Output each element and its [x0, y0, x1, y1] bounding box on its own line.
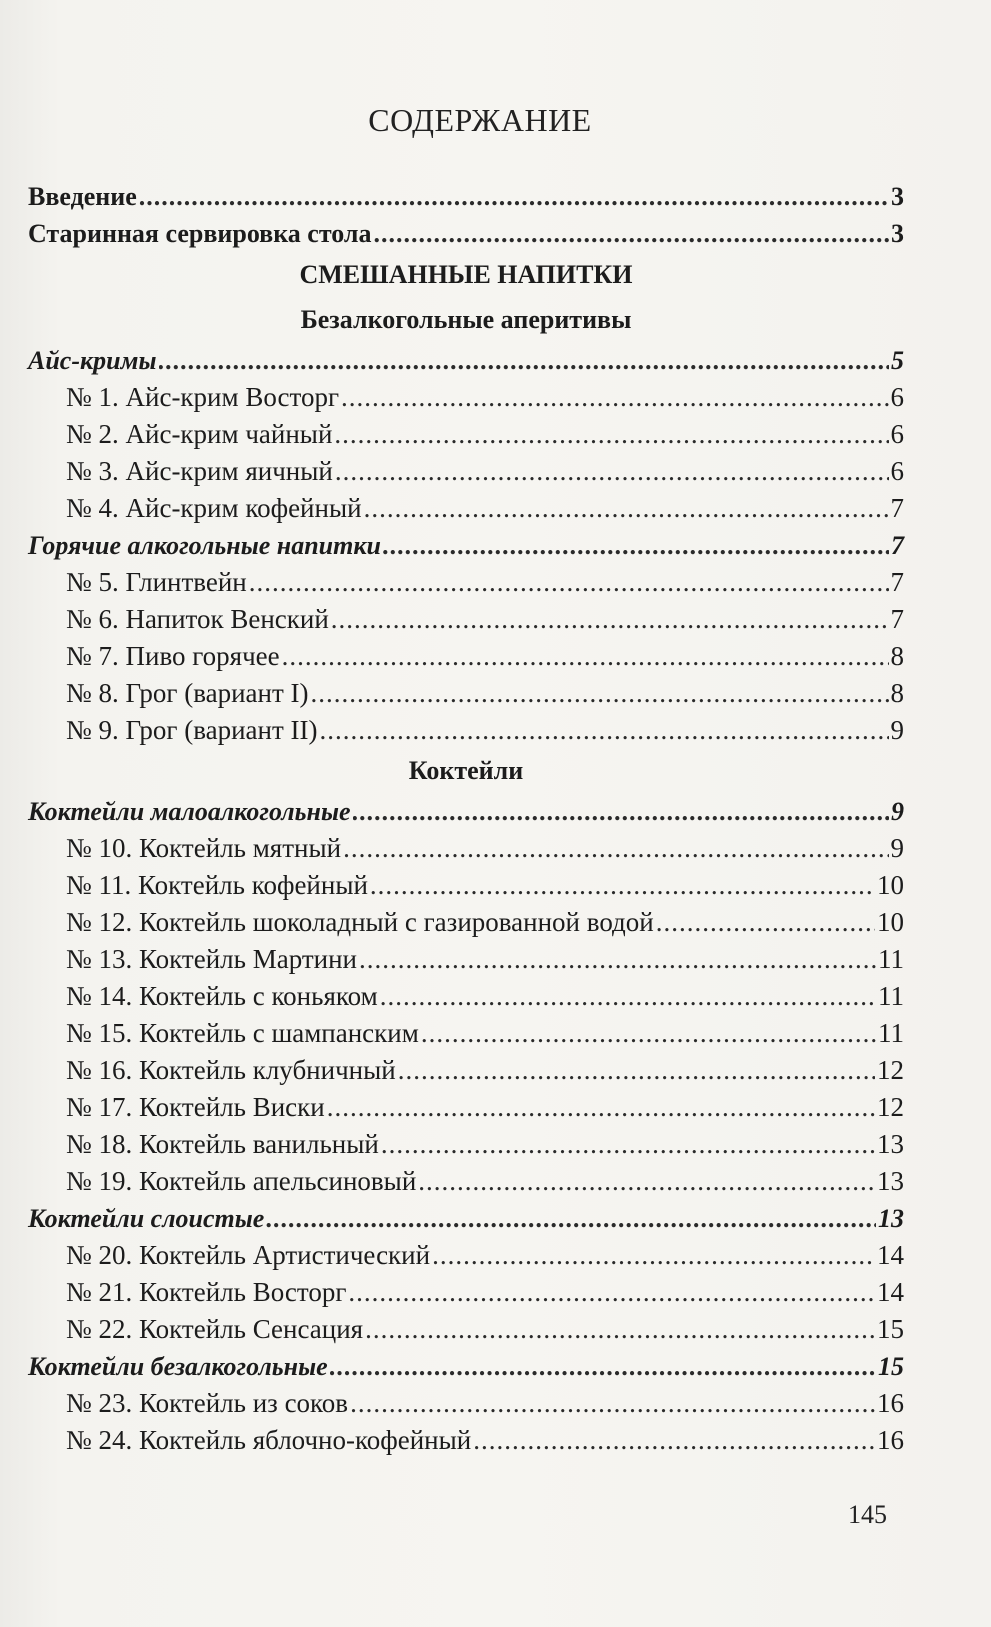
- dot-leader: [311, 675, 889, 712]
- toc-entry-page: 5: [891, 346, 904, 375]
- toc-entry-page: 16: [877, 1425, 904, 1455]
- dot-leader: [139, 178, 889, 215]
- dot-leader: [421, 1015, 876, 1052]
- dot-leader: [350, 1385, 875, 1422]
- toc-entry-page: 15: [877, 1314, 904, 1344]
- toc-section-entry: [28, 1348, 904, 1385]
- toc-entry-label: № 8. Грог (вариант I): [66, 678, 309, 708]
- dot-leader: [374, 215, 889, 252]
- toc-section-entry: [28, 1200, 904, 1237]
- toc-entry-label: № 9. Грог (вариант II): [66, 715, 318, 745]
- toc-entry-label: № 4. Айс-крим кофейный: [66, 493, 362, 523]
- dot-leader: [159, 342, 890, 379]
- dot-leader: [364, 490, 889, 527]
- toc-entry: [28, 453, 904, 490]
- dot-leader: [330, 1348, 876, 1385]
- toc-entry-page: 12: [877, 1092, 904, 1122]
- toc-entry-page: 7: [891, 531, 904, 560]
- dot-leader: [334, 416, 888, 453]
- toc-section-entry: [28, 215, 904, 252]
- toc-entry: [28, 490, 904, 527]
- toc-entry-label: № 24. Коктейль яблочно-кофейный: [66, 1425, 472, 1455]
- toc-entry-page: 6: [890, 382, 904, 412]
- toc-entry-label: Коктейли слоистые: [28, 1204, 265, 1233]
- toc-entry-page: 12: [877, 1055, 904, 1085]
- dot-leader: [348, 1274, 875, 1311]
- toc-entry-label: № 5. Глинтвейн: [66, 567, 247, 597]
- toc-entry: [28, 675, 904, 712]
- toc-entry-page: 8: [890, 641, 904, 671]
- toc-entry-label: № 3. Айс-крим яичный: [66, 456, 333, 486]
- toc-entry-label: № 6. Напиток Венский: [66, 604, 329, 634]
- dot-leader: [418, 1163, 875, 1200]
- toc-entry-label: № 10. Коктейль мятный: [66, 833, 342, 863]
- toc-entry: [28, 1385, 904, 1422]
- toc-entry-page: 9: [890, 833, 904, 863]
- table-of-contents: [28, 178, 904, 1459]
- toc-entry-page: 3: [891, 219, 904, 248]
- toc-entry-page: 13: [878, 1204, 904, 1233]
- dot-leader: [473, 1422, 875, 1459]
- toc-entry-label: № 14. Коктейль с коньяком: [66, 981, 378, 1011]
- dot-leader: [282, 638, 889, 675]
- toc-section-entry: [28, 342, 904, 379]
- toc-entry-page: 9: [891, 797, 904, 826]
- toc-entry: [28, 1274, 904, 1311]
- toc-entry-page: 7: [890, 567, 904, 597]
- toc-entry: [28, 904, 904, 941]
- toc-entry-label: № 2. Айс-крим чайный: [66, 419, 333, 449]
- dot-leader: [380, 978, 876, 1015]
- toc-entry: [28, 1422, 904, 1459]
- toc-entry: [28, 638, 904, 675]
- toc-entry: [28, 1163, 904, 1200]
- toc-entry: [28, 712, 904, 749]
- dot-leader: [359, 941, 876, 978]
- dot-leader: [353, 793, 889, 830]
- toc-entry-label: № 21. Коктейль Восторг: [66, 1277, 347, 1307]
- toc-entry-page: 13: [877, 1166, 904, 1196]
- toc-entry: [28, 1311, 904, 1348]
- toc-entry: [28, 941, 904, 978]
- toc-entry-label: № 18. Коктейль ванильный: [66, 1129, 379, 1159]
- toc-entry-page: 9: [890, 715, 904, 745]
- toc-entry-page: 15: [878, 1352, 904, 1381]
- toc-entry-page: 13: [877, 1129, 904, 1159]
- dot-leader: [266, 1200, 876, 1237]
- section-heading: СМЕШАННЫЕ НАПИТКИ: [299, 260, 633, 289]
- toc-entry-label: № 11. Коктейль кофейный: [66, 870, 368, 900]
- toc-entry: [28, 1126, 904, 1163]
- dot-leader: [249, 564, 889, 601]
- page-number: 145: [848, 1500, 887, 1529]
- toc-entry: [28, 379, 904, 416]
- toc-entry-label: № 20. Коктейль Артистический: [66, 1240, 431, 1270]
- dot-leader: [383, 527, 889, 564]
- dot-leader: [327, 1089, 875, 1126]
- dot-leader: [331, 601, 889, 638]
- toc-entry-page: 11: [878, 981, 904, 1011]
- toc-entry-label: Введение: [28, 182, 137, 211]
- page-title: СОДЕРЖАНИЕ: [368, 102, 592, 138]
- toc-entry-label: № 1. Айс-крим Восторг: [66, 382, 340, 412]
- dot-leader: [365, 1311, 875, 1348]
- toc-entry-page: 14: [877, 1240, 904, 1270]
- toc-entry-label: № 22. Коктейль Сенсация: [66, 1314, 364, 1344]
- toc-entry: [28, 978, 904, 1015]
- dot-leader: [432, 1237, 875, 1274]
- toc-entry-label: № 17. Коктейль Виски: [66, 1092, 325, 1122]
- toc-entry-label: Старинная сервировка стола: [28, 219, 372, 248]
- toc-entry-label: № 16. Коктейль клубничный: [66, 1055, 396, 1085]
- toc-entry: [28, 1015, 904, 1052]
- toc-entry-page: 10: [877, 907, 904, 937]
- dot-leader: [320, 712, 889, 749]
- toc-entry-label: № 15. Коктейль с шампанским: [66, 1018, 419, 1048]
- toc-entry-page: 10: [877, 870, 904, 900]
- toc-entry-page: 8: [890, 678, 904, 708]
- toc-entry-label: Айс-кримы: [28, 346, 157, 375]
- dot-leader: [381, 1126, 875, 1163]
- toc-entry-page: 7: [890, 604, 904, 634]
- toc-entry: [28, 830, 904, 867]
- toc-entry: [28, 601, 904, 638]
- toc-entry-label: № 7. Пиво горячее: [66, 641, 280, 671]
- section-subheading: Безалкогольные аперитивы: [300, 305, 632, 334]
- toc-entry: [28, 1089, 904, 1126]
- dot-leader: [335, 453, 889, 490]
- toc-entry-page: 14: [877, 1277, 904, 1307]
- toc-entry-label: № 12. Коктейль шоколадный с газированной водой: [66, 907, 654, 937]
- toc-entry-page: 16: [877, 1388, 904, 1418]
- dot-leader: [343, 830, 888, 867]
- dot-leader: [398, 1052, 875, 1089]
- section-subheading: Коктейли: [408, 756, 524, 785]
- toc-entry-label: № 13. Коктейль Мартини: [66, 944, 357, 974]
- toc-section-entry: [28, 793, 904, 830]
- toc-entry-page: 6: [890, 419, 904, 449]
- toc-entry-page: 3: [891, 182, 904, 211]
- toc-entry: [28, 416, 904, 453]
- dot-leader: [370, 867, 875, 904]
- toc-entry-page: 7: [890, 493, 904, 523]
- toc-entry-label: Горячие алкогольные напитки: [28, 531, 381, 560]
- toc-entry: [28, 564, 904, 601]
- dot-leader: [341, 379, 888, 416]
- toc-entry-page: 11: [878, 1018, 904, 1048]
- toc-entry: [28, 1237, 904, 1274]
- toc-section-entry: [28, 527, 904, 564]
- toc-entry-page: 11: [878, 944, 904, 974]
- toc-section-entry: [28, 178, 904, 215]
- toc-entry-page: 6: [890, 456, 904, 486]
- toc-entry: [28, 1052, 904, 1089]
- toc-entry-label: Коктейли безалкогольные: [28, 1352, 328, 1381]
- dot-leader: [656, 904, 875, 941]
- toc-entry: [28, 867, 904, 904]
- toc-entry-label: № 19. Коктейль апельсиновый: [66, 1166, 417, 1196]
- toc-entry-label: № 23. Коктейль из соков: [66, 1388, 349, 1418]
- toc-entry-label: Коктейли малоалкогольные: [28, 797, 351, 826]
